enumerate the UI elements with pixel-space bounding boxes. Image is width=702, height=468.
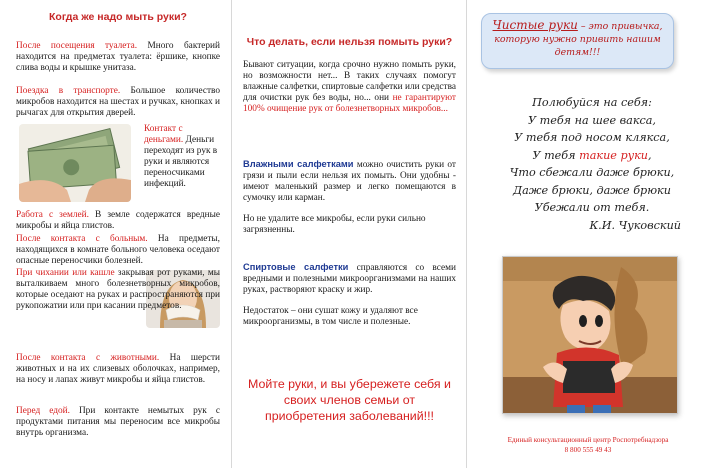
wet-wipes-note: Но не удалите все микробы, если руки сильно загрязненны. <box>243 214 426 235</box>
section-title-when: Когда же надо мыть руки? <box>49 11 187 23</box>
item-food-lead: Перед едой. <box>16 406 70 416</box>
alcohol-wipes-paragraph <box>243 262 456 296</box>
column-poem <box>477 0 702 468</box>
item-sick <box>16 234 220 267</box>
item-sick-lead: После контакта с больным. <box>16 234 148 244</box>
poem-line-2: У тебя на шее вакса, <box>527 113 656 127</box>
alcohol-wipes-note: Недостаток – они сушат кожу и удаляют все микроорганизмы, в том числе и полезные. <box>243 306 418 327</box>
poem-line-4-start: У тебя <box>532 148 580 162</box>
item-toilet-lead: После посещения туалета. <box>16 41 138 51</box>
item-food <box>16 406 220 439</box>
poem-line-1: Полюбуйся на себя: <box>532 96 652 109</box>
item-money-lead: Контакт с деньгами. <box>144 124 184 145</box>
item-transport-lead: Поездка в транспорте. <box>16 86 121 96</box>
column-no-water <box>243 0 456 468</box>
alcohol-wipes-text: справляются со всеми вредными и полезными микроорганизмами на наших руках, растворяют краску и жир. <box>243 263 456 295</box>
header-callout <box>481 13 674 69</box>
header-callout-text <box>490 19 665 59</box>
item-money <box>144 124 220 190</box>
item-animals-lead: После контакта с животными. <box>16 353 160 363</box>
item-sick-text: На предметы, находящихся в комнате больного человека оседают опасные переносчики болезней. <box>16 234 220 266</box>
header-callout-rest: – это привычка, которую нужно привить нашим детям!!! <box>494 21 663 58</box>
section-title-no-water: Что делать, если нельзя помыть руки? <box>246 36 453 48</box>
money-photo-icon <box>19 124 131 202</box>
item-food-text: При контакте немытых рук с продуктами питания мы переносим все микробы внутрь организма. <box>16 406 220 438</box>
item-toilet-text: Много бактерий находится на предметах туалета: ёршике, кнопке слива воды и крышке унитаза. <box>16 41 220 73</box>
poem-line-5: Что сбежали даже брюки, <box>509 166 675 179</box>
poem-line-4 <box>499 147 685 165</box>
item-toilet <box>16 41 220 74</box>
cartoon-boy-icon <box>502 256 678 414</box>
wet-wipes-paragraph <box>243 159 456 204</box>
item-sneeze-lead: При чихании или кашле <box>16 268 115 278</box>
item-animals <box>16 353 220 386</box>
item-animals-text: На шерсти животных и на их слизевых оболочках, например, на носу и лапах живут микробы и яйца глистов. <box>16 353 220 385</box>
fold-divider-2 <box>466 0 467 468</box>
poem-line-3: У тебя под носом клякса, <box>514 131 670 144</box>
poem-author: К.И. Чуковский <box>589 218 681 232</box>
poem-line-4-highlight: такие руки <box>579 148 648 162</box>
item-sneeze-text: закрывая рот руками, мы выталкиваем много болезнетворных микробов, которые оседают на руках и распространяются при рукопожатии или при касании предметов. <box>16 268 220 311</box>
poem-line-6: Даже брюки, даже брюки <box>513 183 671 197</box>
item-earth-text: В земле содержатся вредные микробы и яйца глистов. <box>16 210 220 231</box>
footer-phone: 8 800 555 49 43 <box>564 446 612 454</box>
item-money-text: Деньги переходят из рук в руки и являются переносчиками инфекций. <box>144 135 218 189</box>
poem <box>499 94 685 234</box>
header-callout-lead: Чистые руки <box>492 18 578 32</box>
wet-wipes-label: Влажными салфетками <box>243 159 354 169</box>
slogan: Мойте руки, и вы убережете себя и своих членов семьи от приобретения заболеваний!!! <box>248 377 451 423</box>
fold-divider-1 <box>231 0 232 468</box>
poem-line-7: Убежали от тебя. <box>534 201 650 214</box>
wet-wipes-text: можно очистить руки от грязи и пыли если нельзя их помыть. Они удобны - имеют маленький размер и легко помещаются в сумочку или карман. <box>243 160 456 203</box>
item-earth <box>16 210 220 232</box>
intro-warning: не гарантируют 100% очищение рук от болезнетворных микробов... <box>243 93 456 114</box>
item-transport <box>16 86 220 119</box>
column-when-to-wash <box>16 0 220 468</box>
intro-paragraph <box>243 60 456 115</box>
intro-text: Бывают ситуации, когда срочно нужно помыть руки, но возможности нет... В таких случаях помогут влажные салфетки, спиртовые салфетки или средства для очистки рук без воды, но... они <box>243 60 456 103</box>
item-transport-text: Большое количество микробов находится на шестах и ручках, кнопках и рычагах для открытия дверей. <box>16 86 221 118</box>
item-sneeze <box>16 268 220 312</box>
poem-line-4-end: , <box>648 148 652 162</box>
alcohol-wipes-label: Спиртовые салфетки <box>243 262 349 272</box>
item-earth-lead: Работа с землей. <box>16 210 89 220</box>
footer-center: Единый консультационный центр Роспотребнадзора <box>507 436 669 444</box>
